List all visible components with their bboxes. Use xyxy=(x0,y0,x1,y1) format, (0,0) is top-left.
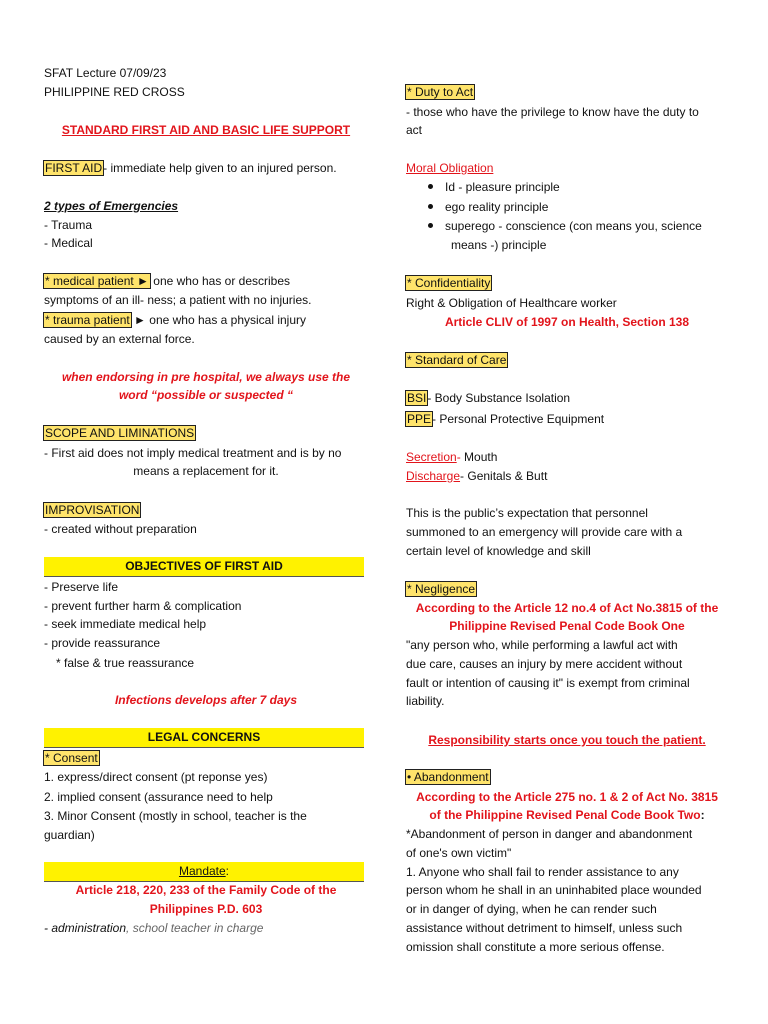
improvisation-heading-label: IMPROVISATION xyxy=(45,503,140,517)
scope-text: - First aid does not imply medical treatment and is by no xyxy=(44,446,342,460)
moral-item-text: Id - pleasure principle xyxy=(445,180,560,194)
endorsing-note: when endorsing in pre hospital, we always use the xyxy=(61,370,351,384)
duty-text-2: act xyxy=(406,123,423,137)
improvisation-text: - created without preparation xyxy=(44,522,197,536)
negligence-quote: due care, causes an injury by mere accident without xyxy=(406,657,683,671)
abandonment-colon: : xyxy=(700,808,705,822)
negligence-quote: "any person who, while performing a lawful act with xyxy=(406,638,678,652)
trauma-patient-term: * trauma patient xyxy=(45,313,130,327)
consent-item: guardian) xyxy=(44,828,95,842)
confidentiality-heading-label: * Confidentiality xyxy=(407,276,491,290)
consent-item: 3. Minor Consent (mostly in school, teacher is the xyxy=(44,809,307,823)
negligence-heading xyxy=(406,581,476,598)
objective-subitem: * false & true reassurance xyxy=(56,656,195,670)
first-aid-text: - immediate help given to an injured person. xyxy=(103,161,337,175)
objective-item: - provide reassurance xyxy=(44,636,161,650)
abandonment-article: According to the Article 275 no. 1 & 2 of Act No. 3815 xyxy=(416,790,718,804)
bsi-term: BSI xyxy=(407,391,427,405)
objective-item: - seek immediate medical help xyxy=(44,617,207,631)
medical-patient-term: * medical patient ► xyxy=(45,274,149,288)
legal-concerns-heading: LEGAL CONCERNS xyxy=(44,728,364,748)
abandonment-text: *Abandonment of person in danger and abandonment xyxy=(406,827,693,841)
bullet-icon xyxy=(428,223,433,228)
mandate-note-a: - administration xyxy=(44,921,127,935)
discharge-term: Discharge xyxy=(406,469,461,483)
negligence-article: According to the Article 12 no.4 of Act No.3815 of the xyxy=(415,601,719,615)
secretion-definition xyxy=(406,449,497,466)
mandate-article: Article 218, 220, 233 of the Family Code of the xyxy=(75,883,337,897)
confidentiality-text: Right & Obligation of Healthcare worker xyxy=(406,296,617,310)
negligence-heading-label: * Negligence xyxy=(407,582,476,596)
negligence-quote: liability. xyxy=(406,694,445,708)
responsibility-note: Responsibility starts once you touch the patient. xyxy=(428,733,706,747)
moral-item-text: superego - conscience (con means you, science xyxy=(445,219,702,233)
duty-heading xyxy=(406,84,474,101)
abandonment-text: omission shall constitute a more serious offense. xyxy=(406,940,665,954)
moral-item xyxy=(428,199,548,216)
bsi-text: - Body Substance Isolation xyxy=(427,391,571,405)
bullet-icon xyxy=(428,204,433,209)
medical-patient-text-2: symptoms of an ill- ness; a patient with no injuries. xyxy=(44,293,312,307)
public-expectation-3: certain level of knowledge and skill xyxy=(406,544,591,558)
infections-note: Infections develops after 7 days xyxy=(114,693,298,707)
bsi-definition xyxy=(406,390,570,407)
abandonment-heading-label: • Abandonment xyxy=(407,770,489,784)
scope-heading-label: SCOPE AND LIMINATIONS xyxy=(45,426,195,440)
trauma-patient-text: ► one who has a physical injury xyxy=(130,313,307,327)
mandate-heading xyxy=(44,862,364,882)
public-expectation-2: summoned to an emergency will provide care with a xyxy=(406,525,683,539)
mandate-note-b: , school teacher in charge xyxy=(126,921,264,935)
abandonment-text: person whom he shall in an uninhabited place wounded xyxy=(406,883,702,897)
document-title: STANDARD FIRST AID AND BASIC LIFE SUPPORT xyxy=(61,123,351,137)
negligence-article-2: Philippine Revised Penal Code Book One xyxy=(449,619,685,633)
lecture-date: SFAT Lecture 07/09/23 xyxy=(44,66,167,80)
abandonment-article-2 xyxy=(406,807,728,824)
objective-item: - prevent further harm & complication xyxy=(44,599,242,613)
mandate-colon: : xyxy=(225,864,230,878)
duty-heading-label: * Duty to Act xyxy=(407,85,474,99)
moral-item xyxy=(428,179,560,196)
moral-item-continued: means -) principle xyxy=(451,238,547,252)
mandate-heading-label: Mandate xyxy=(178,864,226,878)
organization-name: PHILIPPINE RED CROSS xyxy=(44,85,185,99)
abandonment-article-2-text: of the Philippine Revised Penal Code Book Two xyxy=(429,808,701,822)
secretion-dash: - xyxy=(456,450,461,464)
confidentiality-heading xyxy=(406,275,491,292)
first-aid-term: FIRST AID xyxy=(45,161,103,175)
emergencies-heading: 2 types of Emergencies xyxy=(44,199,179,213)
consent-item: 1. express/direct consent (pt reponse yes) xyxy=(44,770,268,784)
discharge-definition xyxy=(406,468,547,485)
negligence-quote: fault or intention of causing it" is exempt from criminal xyxy=(406,676,690,690)
medical-patient-definition xyxy=(44,273,290,290)
secretion-text: Mouth xyxy=(460,450,498,464)
consent-heading xyxy=(44,750,99,767)
objectives-heading: OBJECTIVES OF FIRST AID xyxy=(44,557,364,577)
confidentiality-article: Article CLIV of 1997 on Health, Section 138 xyxy=(444,315,690,329)
scope-text-2: means a replacement for it. xyxy=(133,464,279,478)
ppe-text: - Personal Protective Equipment xyxy=(432,412,605,426)
abandonment-text: assistance without detriment to himself, unless such xyxy=(406,921,683,935)
consent-heading-label: * Consent xyxy=(45,751,98,765)
endorsing-note-2: word “possible or suspected “ xyxy=(118,388,294,402)
ppe-term: PPE xyxy=(407,412,432,426)
public-expectation: This is the public’s expectation that personnel xyxy=(406,506,648,520)
standard-of-care-heading xyxy=(406,352,507,369)
first-aid-definition xyxy=(44,160,337,177)
mandate-article-2: Philippines P.D. 603 xyxy=(149,902,263,916)
abandonment-text: 1. Anyone who shall fail to render assistance to any xyxy=(406,865,679,879)
mandate-note xyxy=(44,920,263,937)
ppe-definition xyxy=(406,411,604,428)
abandonment-text: or in danger of dying, when he can render such xyxy=(406,902,657,916)
secretion-term: Secretion xyxy=(406,450,457,464)
medical-patient-text: one who has or describes xyxy=(149,274,291,288)
moral-obligation-heading: Moral Obligation xyxy=(406,161,494,175)
objective-item: - Preserve life xyxy=(44,580,119,594)
consent-item: 2. implied consent (assurance need to help xyxy=(44,790,273,804)
abandonment-text: of one's own victim" xyxy=(406,846,512,860)
trauma-patient-definition xyxy=(44,312,306,329)
discharge-text: - Genitals & Butt xyxy=(460,469,548,483)
standard-of-care-heading-label: * Standard of Care xyxy=(407,353,507,367)
moral-item-text: ego reality principle xyxy=(445,200,549,214)
duty-text: - those who have the privilege to know have the duty to xyxy=(406,105,699,119)
improvisation-heading xyxy=(44,502,140,519)
scope-heading xyxy=(44,425,195,442)
abandonment-heading xyxy=(406,769,490,786)
moral-item xyxy=(428,218,702,235)
emergency-type: - Trauma xyxy=(44,218,93,232)
emergency-type: - Medical xyxy=(44,236,93,250)
bullet-icon xyxy=(428,184,433,189)
trauma-patient-text-2: caused by an external force. xyxy=(44,332,195,346)
